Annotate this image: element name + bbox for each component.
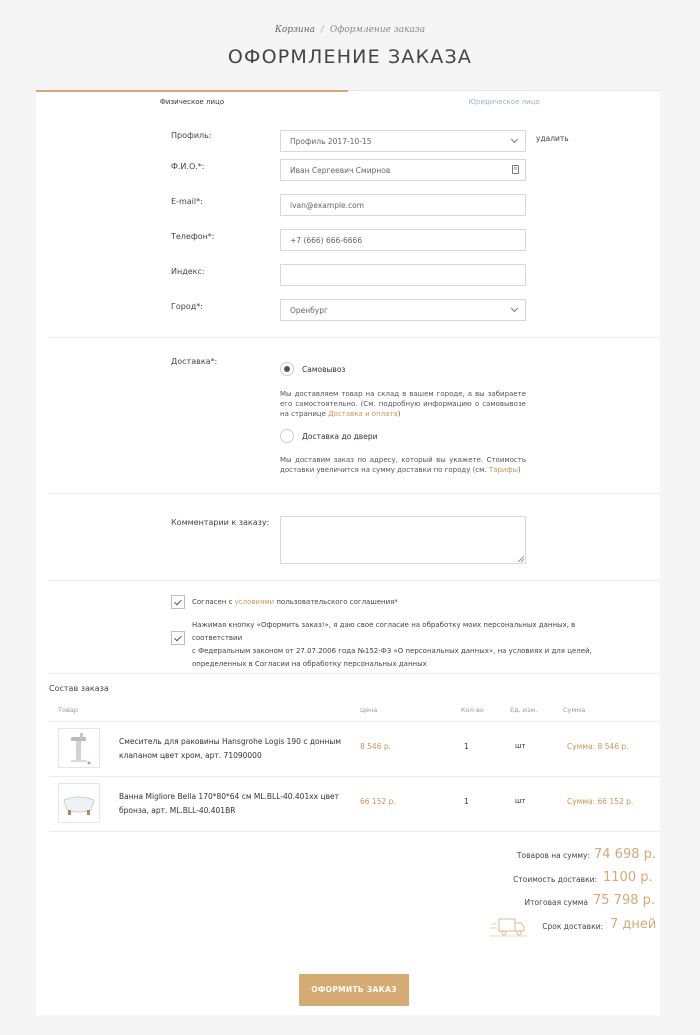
col-header-price: Цена: [360, 706, 378, 714]
divider: [49, 776, 660, 777]
terms-link[interactable]: условиями: [234, 598, 275, 606]
divider: [49, 337, 660, 338]
chevron-down-icon: [511, 305, 518, 312]
phone-label: Телефон*:: [171, 232, 215, 241]
phone-input[interactable]: [280, 229, 526, 251]
item-qty: 1: [464, 742, 469, 751]
fio-input-value: Иван Сергеевич Смирнов: [290, 166, 391, 175]
pickup-description-end: ): [397, 410, 401, 418]
divider: [49, 673, 660, 674]
phone-input-value: +7 (666) 666-6666: [290, 236, 363, 245]
profile-label: Профиль:: [171, 131, 212, 140]
radio-door-delivery[interactable]: [280, 429, 294, 443]
breadcrumb-separator: /: [320, 25, 324, 35]
goods-total-value: 74 698 р.: [594, 847, 657, 862]
fio-label: Ф.И.О.*:: [171, 162, 205, 171]
item-price: 66 152 р.: [360, 797, 396, 806]
product-name-line: бронза, арт. ML.BLL-40.401BR: [119, 806, 236, 815]
radio-pickup-label[interactable]: Самовывоз: [302, 365, 346, 374]
door-delivery-description-text: Мы доставим заказ по адресу, который вы укажете. Стоимость доставки увеличится на сумму доставки по городу (см.: [280, 456, 526, 474]
breadcrumb-cart-link[interactable]: Корзина: [274, 25, 316, 35]
personal-data-consent-text: [192, 619, 602, 671]
city-label: Город*:: [171, 302, 203, 311]
faucet-icon: [59, 729, 99, 767]
radio-door-delivery-label[interactable]: Доставка до двери: [302, 432, 378, 441]
email-label: E-mail*:: [171, 197, 203, 206]
divider: [49, 831, 660, 832]
grand-total-value: 75 798 р.: [593, 893, 656, 908]
pickup-description-text: Мы доставляем товар на склад в вашем городе, а вы забираете его самостоятельно. (См. подробную информацию о самовывозе на странице: [280, 390, 526, 418]
door-delivery-description: [280, 455, 526, 475]
page-title: ОФОРМЛЕНИЕ ЗАКАЗА: [227, 46, 473, 68]
delivery-term-label: Срок доставки:: [542, 922, 603, 931]
delivery-cost-label: Стоимость доставки:: [513, 875, 597, 884]
person-type-tabs: [36, 90, 660, 112]
product-name-line: Смеситель для раковины Hansgrohe Logis 190 с донным: [119, 737, 341, 746]
product-name-line: клапаном цвет хром, арт. 71090000: [119, 751, 262, 760]
city-select-value: Оренбург: [290, 306, 328, 315]
order-section-title: Состав заказа: [49, 684, 109, 693]
product-name-link[interactable]: [119, 735, 351, 763]
item-qty: 1: [464, 797, 469, 806]
terms-text-end: пользовательского соглашения*: [274, 598, 398, 606]
breadcrumb: [0, 25, 700, 35]
terms-text-start: Согласен с: [192, 598, 235, 606]
chevron-down-icon: [511, 136, 518, 143]
terms-checkbox[interactable]: [171, 595, 185, 609]
product-name-line: Ванна Migliore Bella 170*80*64 см ML.BLL-40.401хх цвет: [119, 792, 339, 801]
breadcrumb-current: Оформление заказа: [329, 25, 426, 35]
col-header-qty: Кол-во: [461, 706, 484, 714]
radio-pickup[interactable]: [280, 362, 294, 376]
tariffs-link[interactable]: Тарифы: [488, 466, 518, 474]
comment-label: Комментарии к заказу:: [171, 518, 270, 527]
product-thumbnail-faucet[interactable]: [58, 728, 100, 768]
col-header-sum: Сумма: [563, 706, 586, 714]
resize-handle-icon[interactable]: [518, 556, 524, 562]
bathtub-icon: [59, 784, 99, 822]
grand-total-label: Итоговая сумма: [524, 898, 588, 907]
col-header-product: Товар: [58, 706, 78, 714]
contact-card-icon: ≡: [513, 166, 518, 172]
personal-data-checkbox[interactable]: [171, 631, 185, 645]
divider: [49, 493, 660, 494]
item-sum: Сумма: 8 546 р.: [567, 742, 629, 751]
delete-profile-link[interactable]: удалить: [536, 134, 569, 143]
consent-line: Нажимая кнопку «Оформить заказ!», я даю свое согласие на обработку моих персональных данных, в соответствии: [192, 621, 576, 642]
tab-legal-entity[interactable]: Юридическое лицо: [348, 90, 660, 112]
index-label: Индекс:: [171, 267, 205, 276]
consent-line: с Федеральным законом от 27.07.2006 года №152-ФЗ «О персональных данных», на условиях и для целей,: [192, 647, 592, 655]
door-delivery-description-end: ): [517, 466, 521, 474]
terms-label: [192, 596, 398, 609]
city-select[interactable]: [280, 299, 526, 321]
profile-select[interactable]: [280, 130, 526, 152]
index-input[interactable]: [280, 264, 526, 286]
divider: [49, 580, 660, 581]
delivery-cost-value: 1100 р.: [603, 870, 653, 885]
checkout-form: [36, 90, 660, 1015]
goods-total-label: Товаров на сумму:: [516, 851, 590, 860]
col-header-unit: Ед. изм.: [510, 706, 538, 714]
tab-individual[interactable]: Физическое лицо: [36, 90, 348, 112]
pickup-description: [280, 389, 526, 419]
item-price: 8 546 р.: [360, 742, 391, 751]
comment-textarea[interactable]: [280, 516, 526, 564]
profile-select-value: Профиль 2017-10-15: [290, 137, 372, 146]
email-input-value: ivan@example.com: [290, 201, 365, 210]
product-thumbnail-bathtub[interactable]: [58, 783, 100, 823]
item-sum: Сумма: 66 152 р.: [567, 797, 634, 806]
product-name-link[interactable]: [119, 790, 351, 818]
item-unit: шт: [515, 797, 526, 805]
delivery-payment-link[interactable]: Доставка и оплата: [328, 410, 398, 418]
divider: [49, 721, 660, 722]
submit-order-button[interactable]: ОФОРМИТЬ ЗАКАЗ: [299, 974, 409, 1006]
delivery-label: Доставка*:: [171, 357, 218, 366]
fio-input[interactable]: [280, 159, 526, 181]
email-input[interactable]: [280, 194, 526, 216]
delivery-term-value: 7 дней: [610, 917, 657, 932]
item-unit: шт: [515, 742, 526, 750]
consent-line: определенных в Согласии на обработку персональных данных: [192, 660, 427, 668]
